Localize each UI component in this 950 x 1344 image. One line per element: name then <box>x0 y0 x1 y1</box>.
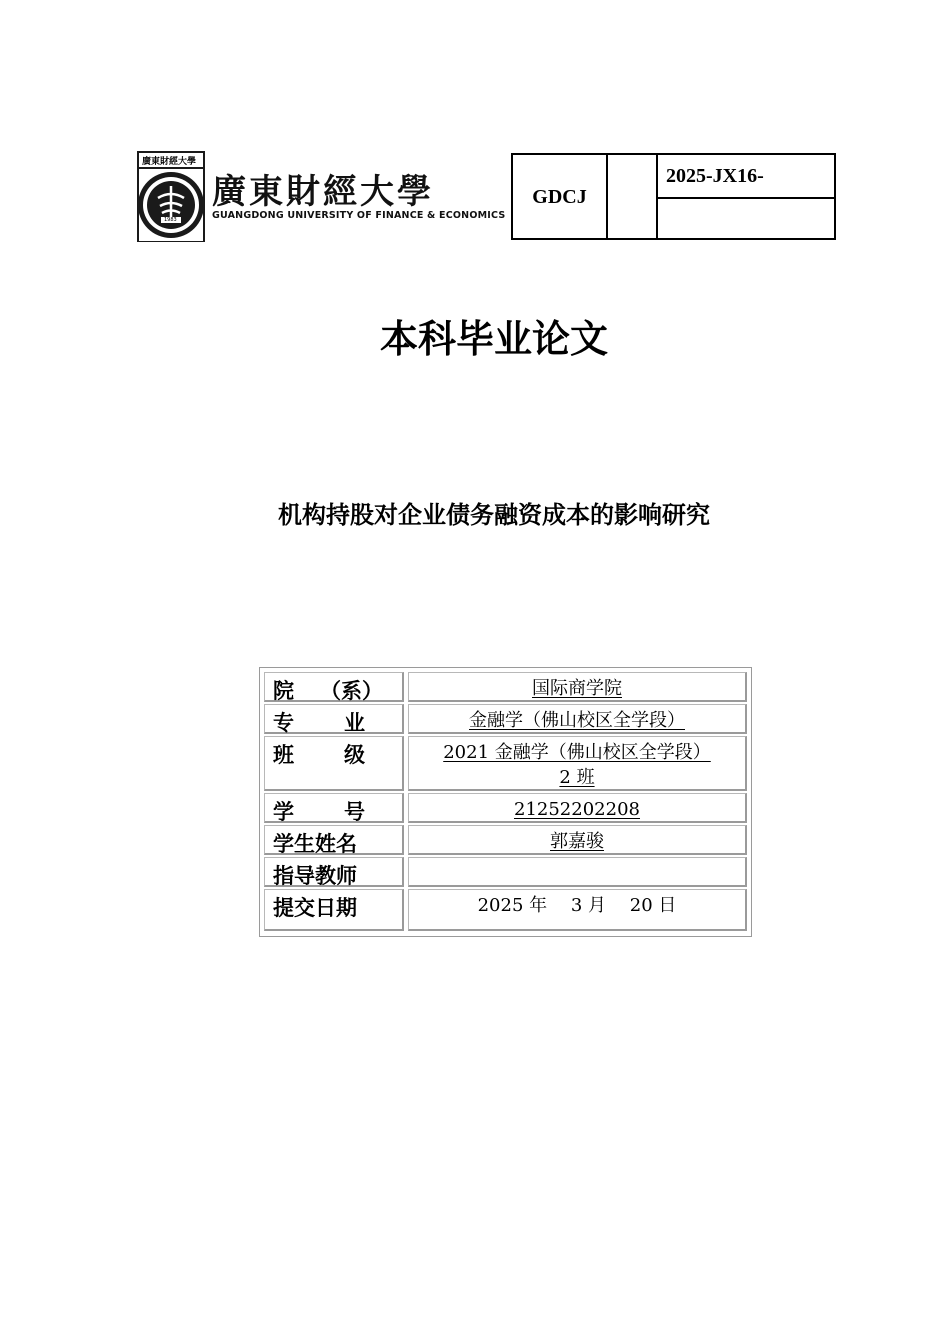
table-row <box>264 889 747 931</box>
thesis-title: 机构持股对企业债务融资成本的影响研究 <box>278 501 710 529</box>
table-row: 学 号 21252202208 <box>264 793 747 823</box>
table-row: 院 （系） 国际商学院 <box>264 672 747 702</box>
code-prefix: GDCJ <box>532 186 587 208</box>
value-student-id: 21252202208 <box>514 799 640 820</box>
document-title: 本科毕业论文 <box>379 317 608 361</box>
value-class: 2021 金融学（佛山校区全学段） <box>443 742 711 763</box>
document-code-box <box>511 153 836 240</box>
table-row <box>264 857 747 887</box>
label-class: 班 <box>273 743 294 767</box>
label-advisor: 指导教师 <box>273 864 357 888</box>
table-row: 班 级 2021 金融学（佛山校区全学段） 2 班 <box>264 736 747 791</box>
value-class-line2: 2 班 <box>559 767 595 788</box>
label-dept: 院 <box>273 679 294 703</box>
value-student-name: 郭嘉骏 <box>550 831 604 852</box>
logo-chinese-name: 廣東財經大學 <box>212 172 434 212</box>
university-logo <box>136 150 506 243</box>
info-table <box>259 667 752 937</box>
table-row <box>264 825 747 855</box>
value-major: 金融学（佛山校区全学段） <box>469 710 685 731</box>
seal-year: 1983 <box>164 217 177 223</box>
label-major: 专 <box>273 711 294 735</box>
value-dept: 国际商学院 <box>532 678 622 699</box>
code-number: 2025-JX16- <box>666 165 764 187</box>
label-student-name: 学生姓名 <box>273 832 357 856</box>
value-submit-date: 2025 年 3 月 20 日 <box>477 895 677 916</box>
label-student-id: 学 <box>273 800 294 824</box>
logo-english-name: GUANGDONG UNIVERSITY OF FINANCE & ECONOMICS <box>212 210 506 221</box>
seal-top-text: 廣東財經大學 <box>142 157 197 167</box>
table-row: 专 业 金融学（佛山校区全学段） <box>264 704 747 734</box>
label-submit-date: 提交日期 <box>273 896 357 920</box>
